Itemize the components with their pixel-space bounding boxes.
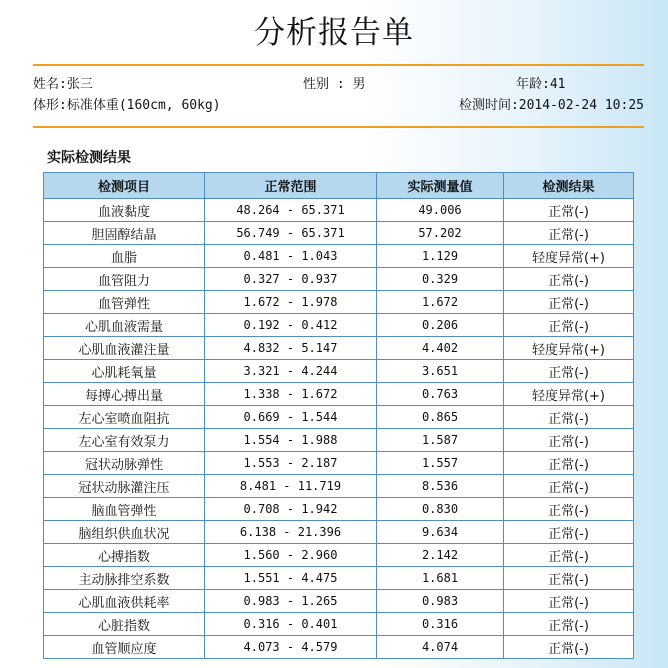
table-row bbox=[44, 199, 634, 222]
table-row bbox=[44, 268, 634, 291]
measured-value: 3.651 bbox=[377, 360, 504, 383]
result: 正常(-) bbox=[504, 222, 634, 245]
result: 正常(-) bbox=[504, 636, 634, 659]
table-row bbox=[44, 406, 634, 429]
table-row bbox=[44, 590, 634, 613]
section-title: 实际检测结果 bbox=[47, 150, 131, 166]
normal-range: 1.672 - 1.978 bbox=[205, 291, 377, 314]
normal-range: 0.669 - 1.544 bbox=[205, 406, 377, 429]
patient-age: 年龄:41 bbox=[516, 77, 566, 92]
measured-value: 2.142 bbox=[377, 544, 504, 567]
bottom-divider bbox=[33, 126, 644, 128]
item-name: 心肌血液供耗率 bbox=[44, 590, 205, 613]
result: 正常(-) bbox=[504, 452, 634, 475]
normal-range: 0.327 - 0.937 bbox=[205, 268, 377, 291]
result: 轻度异常(+) bbox=[504, 337, 634, 360]
measured-value: 0.865 bbox=[377, 406, 504, 429]
normal-range: 0.481 - 1.043 bbox=[205, 245, 377, 268]
header-measured-value: 实际测量值 bbox=[377, 173, 504, 199]
test-time: 检测时间:2014-02-24 10:25 bbox=[458, 98, 644, 113]
item-name: 主动脉排空系数 bbox=[44, 567, 205, 590]
item-name: 每搏心搏出量 bbox=[44, 383, 205, 406]
normal-range: 4.832 - 5.147 bbox=[205, 337, 377, 360]
result: 正常(-) bbox=[504, 406, 634, 429]
measured-value: 57.202 bbox=[377, 222, 504, 245]
table-row bbox=[44, 337, 634, 360]
table-row bbox=[44, 314, 634, 337]
results-table bbox=[43, 172, 634, 659]
result: 正常(-) bbox=[504, 590, 634, 613]
item-name: 血脂 bbox=[44, 245, 205, 268]
table-row bbox=[44, 429, 634, 452]
item-name: 心肌耗氧量 bbox=[44, 360, 205, 383]
table-row bbox=[44, 360, 634, 383]
measured-value: 8.536 bbox=[377, 475, 504, 498]
item-name: 血管阻力 bbox=[44, 268, 205, 291]
measured-value: 0.329 bbox=[377, 268, 504, 291]
item-name: 心肌血液需量 bbox=[44, 314, 205, 337]
header-normal-range: 正常范围 bbox=[205, 173, 377, 199]
report-title: 分析报告单 bbox=[254, 15, 414, 51]
normal-range: 6.138 - 21.396 bbox=[205, 521, 377, 544]
measured-value: 1.129 bbox=[377, 245, 504, 268]
normal-range: 1.553 - 2.187 bbox=[205, 452, 377, 475]
header-result: 检测结果 bbox=[504, 173, 634, 199]
item-name: 左心室有效泵力 bbox=[44, 429, 205, 452]
normal-range: 0.192 - 0.412 bbox=[205, 314, 377, 337]
result: 正常(-) bbox=[504, 429, 634, 452]
table-row bbox=[44, 544, 634, 567]
table-row bbox=[44, 498, 634, 521]
measured-value: 0.983 bbox=[377, 590, 504, 613]
result: 正常(-) bbox=[504, 567, 634, 590]
normal-range: 1.560 - 2.960 bbox=[205, 544, 377, 567]
measured-value: 0.316 bbox=[377, 613, 504, 636]
item-name: 心脏指数 bbox=[44, 613, 205, 636]
result: 正常(-) bbox=[504, 498, 634, 521]
result: 正常(-) bbox=[504, 291, 634, 314]
item-name: 心肌血液灌注量 bbox=[44, 337, 205, 360]
table-row bbox=[44, 452, 634, 475]
result: 正常(-) bbox=[504, 544, 634, 567]
measured-value: 0.763 bbox=[377, 383, 504, 406]
table-row bbox=[44, 567, 634, 590]
patient-name: 姓名:张三 bbox=[33, 77, 93, 92]
measured-value: 1.681 bbox=[377, 567, 504, 590]
measured-value: 9.634 bbox=[377, 521, 504, 544]
normal-range: 3.321 - 4.244 bbox=[205, 360, 377, 383]
normal-range: 1.554 - 1.988 bbox=[205, 429, 377, 452]
top-divider bbox=[33, 64, 644, 66]
normal-range: 0.983 - 1.265 bbox=[205, 590, 377, 613]
item-name: 胆固醇结晶 bbox=[44, 222, 205, 245]
measured-value: 1.672 bbox=[377, 291, 504, 314]
header-item: 检测项目 bbox=[44, 173, 205, 199]
result: 正常(-) bbox=[504, 475, 634, 498]
result: 轻度异常(+) bbox=[504, 383, 634, 406]
measured-value: 4.402 bbox=[377, 337, 504, 360]
item-name: 血液黏度 bbox=[44, 199, 205, 222]
normal-range: 1.551 - 4.475 bbox=[205, 567, 377, 590]
result: 轻度异常(+) bbox=[504, 245, 634, 268]
measured-value: 4.074 bbox=[377, 636, 504, 659]
result: 正常(-) bbox=[504, 613, 634, 636]
table-row bbox=[44, 613, 634, 636]
measured-value: 0.206 bbox=[377, 314, 504, 337]
table-row bbox=[44, 521, 634, 544]
table-row bbox=[44, 636, 634, 659]
measured-value: 1.557 bbox=[377, 452, 504, 475]
result: 正常(-) bbox=[504, 199, 634, 222]
normal-range: 56.749 - 65.371 bbox=[205, 222, 377, 245]
normal-range: 48.264 - 65.371 bbox=[205, 199, 377, 222]
item-name: 脑血管弹性 bbox=[44, 498, 205, 521]
measured-value: 1.587 bbox=[377, 429, 504, 452]
item-name: 左心室喷血阻抗 bbox=[44, 406, 205, 429]
normal-range: 4.073 - 4.579 bbox=[205, 636, 377, 659]
table-row bbox=[44, 475, 634, 498]
normal-range: 1.338 - 1.672 bbox=[205, 383, 377, 406]
table-header-row bbox=[44, 173, 634, 199]
table-row bbox=[44, 245, 634, 268]
result: 正常(-) bbox=[504, 268, 634, 291]
item-name: 心搏指数 bbox=[44, 544, 205, 567]
normal-range: 0.316 - 0.401 bbox=[205, 613, 377, 636]
item-name: 冠状动脉弹性 bbox=[44, 452, 205, 475]
table-row bbox=[44, 291, 634, 314]
measured-value: 49.006 bbox=[377, 199, 504, 222]
normal-range: 0.708 - 1.942 bbox=[205, 498, 377, 521]
item-name: 血管顺应度 bbox=[44, 636, 205, 659]
item-name: 脑组织供血状况 bbox=[44, 521, 205, 544]
patient-body-type: 体形:标准体重(160cm, 60kg) bbox=[33, 98, 221, 113]
patient-gender: 性别 : 男 bbox=[303, 77, 366, 92]
result: 正常(-) bbox=[504, 314, 634, 337]
result: 正常(-) bbox=[504, 521, 634, 544]
normal-range: 8.481 - 11.719 bbox=[205, 475, 377, 498]
table-row bbox=[44, 383, 634, 406]
measured-value: 0.830 bbox=[377, 498, 504, 521]
item-name: 冠状动脉灌注压 bbox=[44, 475, 205, 498]
result: 正常(-) bbox=[504, 360, 634, 383]
table-row bbox=[44, 222, 634, 245]
item-name: 血管弹性 bbox=[44, 291, 205, 314]
